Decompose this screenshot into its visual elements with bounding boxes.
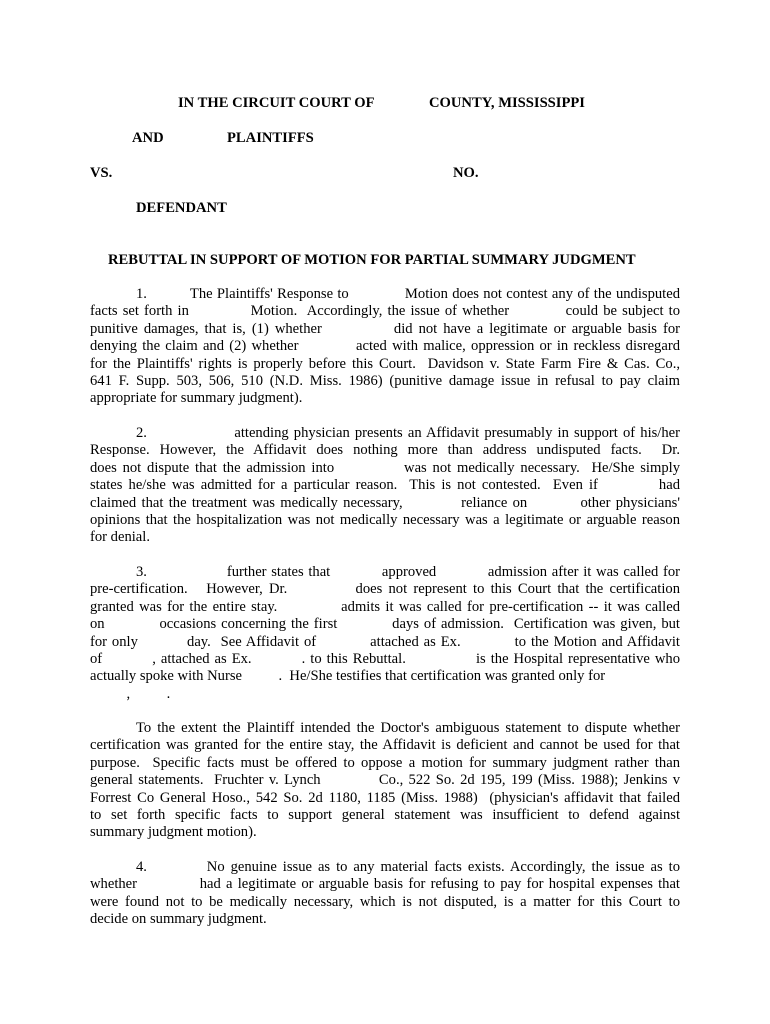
paragraph-line: 4. No genuine issue as to any material facts exists. Accordingly, the issue as to — [136, 859, 680, 875]
paragraph-3 — [90, 564, 680, 703]
paragraph-line: decide on summary judgment. — [90, 911, 267, 928]
paragraph-line: states he/she was admitted for a particular reason. This is not contested. Even if had — [90, 477, 680, 494]
paragraph-line: appropriate for summary judgment). — [90, 390, 303, 407]
paragraph-line: to set forth specific facts to support general statement was insufficient to defend against — [90, 806, 680, 823]
paragraph-line: pre-certification. However, Dr. does not represent to this Court that the certification — [90, 581, 680, 598]
county-heading: COUNTY, MISSISSIPPI — [429, 95, 585, 111]
paragraph-line: summary judgment motion). — [90, 824, 257, 841]
paragraph-line: certification was granted for the entire stay, the Affidavit is deficient and cannot be used for that — [90, 737, 680, 754]
court-heading: IN THE CIRCUIT COURT OF — [178, 95, 375, 111]
paragraph-line: To the extent the Plaintiff intended the Doctor's ambiguous statement to dispute whether — [136, 720, 680, 736]
paragraph-extent — [90, 720, 680, 842]
paragraph-line: Forrest Co General Hoso., 542 So. 2d 1180, 1185 (Miss. 1988) (physician's affidavit that failed — [90, 789, 680, 806]
case-number-label: NO. — [453, 165, 479, 181]
paragraph-line: 3. further states that approved admission after it was called for — [136, 564, 680, 580]
paragraph-line: were found not to be medically necessary, which is not disputed, is a matter for this Court to — [90, 893, 680, 910]
paragraph-line: 2. attending physician presents an Affidavit presumably in support of his/her — [136, 425, 680, 441]
paragraph-line: general statements. Fruchter v. Lynch Co., 522 So. 2d 195, 199 (Miss. 1988); Jenkins v — [90, 772, 680, 789]
paragraph-line: for only day. See Affidavit of attached as Ex. to the Motion and Affidavit — [90, 633, 680, 650]
paragraph-line: opinions that the hospitalization was not medically necessary was a legitimate or arguable reason — [90, 511, 680, 528]
paragraph-line: 1. The Plaintiffs' Response to Motion does not contest any of the undisputed — [136, 286, 680, 302]
paragraph-line: for denial. — [90, 529, 150, 546]
paragraph-line: facts set forth in Motion. Accordingly, the issue of whether could be subject to — [90, 303, 680, 320]
paragraph-2 — [90, 425, 680, 547]
paragraph-line: on occasions concerning the first days of admission. Certification was given, but — [90, 616, 680, 633]
vs-label: VS. — [90, 165, 113, 181]
paragraph-4 — [90, 859, 680, 929]
paragraph-line: denying the claim and (2) whether acted with malice, oppression or in reckless disregard — [90, 338, 680, 355]
paragraph-line: for the Plaintiffs' rights is properly before this Court. Davidson v. State Farm Fire & Cas. Co., — [90, 355, 680, 372]
paragraph-line: of , attached as Ex. . to this Rebuttal. is the Hospital representative who — [90, 650, 680, 667]
defendant-label: DEFENDANT — [136, 200, 227, 216]
paragraph-line: 641 F. Supp. 503, 506, 510 (N.D. Miss. 1986) (punitive damage issue in refusal to pay claim — [90, 372, 680, 389]
document-title: REBUTTAL IN SUPPORT OF MOTION FOR PARTIAL SUMMARY JUDGMENT — [108, 252, 636, 268]
paragraph-line: Response. However, the Affidavit does nothing more than address undisputed facts. Dr. — [90, 442, 680, 459]
paragraph-line: claimed that the treatment was medically necessary, reliance on other physicians' — [90, 494, 680, 511]
paragraph-line: purpose. Specific facts must be offered to oppose a motion for summary judgment rather than — [90, 754, 680, 771]
paragraph-line: punitive damages, that is, (1) whether did not have a legitimate or arguable basis for — [90, 320, 680, 337]
and-label: AND — [132, 130, 164, 146]
plaintiffs-label: PLAINTIFFS — [227, 130, 314, 146]
paragraph-line: granted was for the entire stay. admits it was called for pre-certification -- it was called — [90, 598, 680, 615]
paragraph-line: actually spoke with Nurse . He/She testifies that certification was granted only for — [90, 668, 606, 685]
paragraph-1 — [90, 286, 680, 408]
paragraph-line: , . — [90, 685, 171, 702]
paragraph-line: whether had a legitimate or arguable basis for refusing to pay for hospital expenses that — [90, 876, 680, 893]
paragraph-line: does not dispute that the admission into was not medically necessary. He/She simply — [90, 459, 680, 476]
